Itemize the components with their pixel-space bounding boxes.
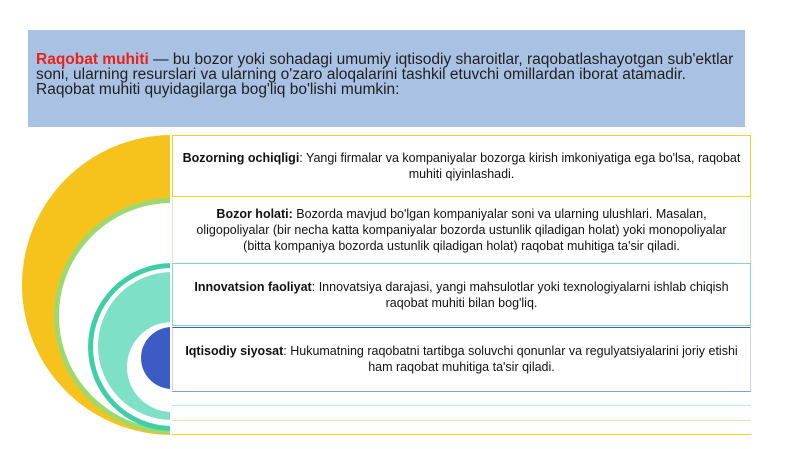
item-text: Iqtisodiy siyosat: Hukumatning raqobatni tartibga soluvchi qonunlar va regulyatsiyalarini joriy etishi ham raqobat muhitiga ta'sir qiladi. (185, 344, 738, 374)
item-innovation-activity (172, 263, 751, 326)
stripe-line (172, 420, 751, 421)
item-economic-policy (172, 327, 751, 390)
item-text (181, 206, 742, 254)
definition-term: Raqobat muhiti (36, 51, 149, 68)
stripe-line (172, 434, 751, 435)
item-description: Yangi firmalar va kompaniyalar bozorga kirish imkoniyatiga ega bo'lsa, raqobat muhiti qiyinlashadi. (306, 151, 741, 181)
item-title: Iqtisodiy siyosat (185, 344, 284, 358)
item-title: Innovatsion faoliyat (194, 279, 312, 294)
item-title: Bozorning ochiqligi (182, 151, 300, 165)
item-description: Bozorda mavjud bo'lgan kompaniyalar soni va ularning ulushlari. Masalan, oligopoliyalar (bir necha katta kompaniyalar bozorda ustunlik qiladigan holat) yoki monopoliyalar (bitta kompaniya bozorda ustunlik qiladigan holat) raqobat muhitiga ta'sir qiladi. (196, 207, 727, 253)
stripe-line (172, 391, 751, 392)
item-text: Bozorning ochiqligi: Yangi firmalar va kompaniyalar bozorga kirish imkoniyatiga ega bo'lsa, raqobat muhiti qiyinlashadi. (182, 151, 741, 181)
item-text: Innovatsion faoliyat: Innovatsiya darajasi, yangi mahsulotlar yoki texnologiyalarni ishlab chiqish raqobat muhiti bilan bog'liq. (194, 279, 729, 310)
item-market-state (172, 198, 751, 262)
item-description: Hukumatning raqobatni tartibga soluvchi qonunlar va regulyatsiyalarini joriy etishi ham raqobat muhitiga ta'sir qiladi. (290, 344, 738, 374)
definition-body: — bu bozor yoki sohadagi umumiy iqtisodiy sharoitlar, raqobatlashayotgan sub'ektlar soni, ularning resurslari va ularning o'zaro aloqalarini tashkil etuvchi omillardan iborat atamadir. Raqobat muhiti quyidagilarga bog'liq bo'lishi mumkin: (36, 51, 734, 98)
stripe-line (172, 405, 751, 406)
item-title: Bozor holati: (216, 207, 293, 221)
item-market-openness (172, 135, 751, 197)
item-description: Innovatsiya darajasi, yangi mahsulotlar yoki texnologiyalarni ishlab chiqish raqobat muhiti bilan bog'liq. (318, 279, 729, 310)
